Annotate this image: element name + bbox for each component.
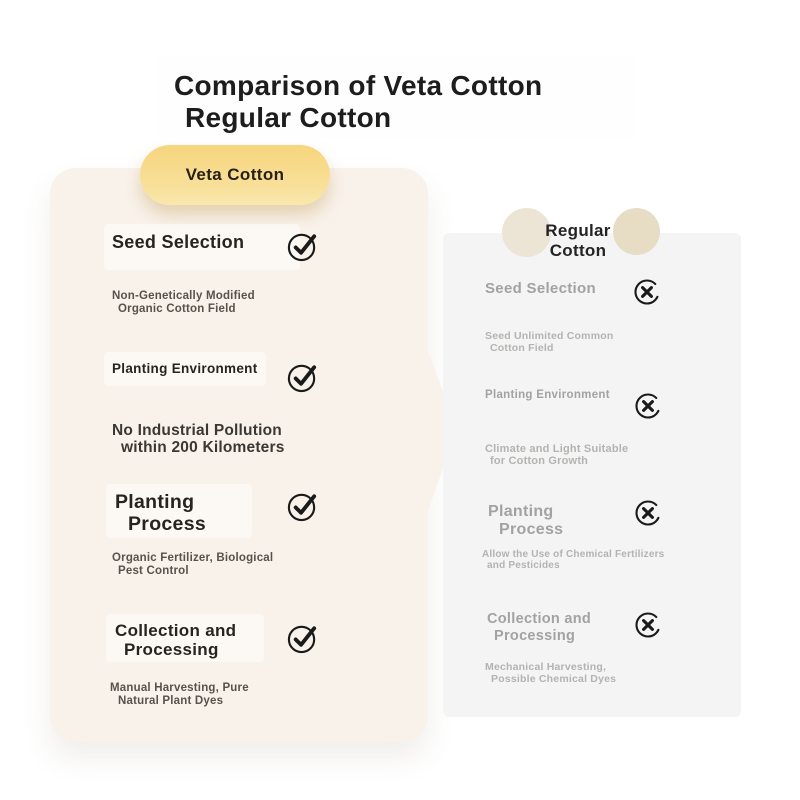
right-item-planting-process-subtitle: Allow the Use of Chemical Fertilizers and Pesticides [482, 549, 665, 572]
x-circle-icon [632, 277, 662, 307]
right-item-collection-processing-heading: Collection and Processing [487, 611, 592, 644]
veta-cotton-badge [140, 145, 330, 205]
regular-cotton-panel [443, 233, 741, 717]
left-item-planting-process-subtitle: Organic Fertilizer, Biological Pest Control [112, 552, 274, 577]
left-item-seed-selection-heading: Seed Selection [112, 232, 245, 252]
right-item-seed-selection-heading: Seed Selection [485, 280, 596, 297]
left-item-planting-environment-heading: Planting Environment [112, 361, 258, 376]
left-item-seed-selection-subtitle: Non-Genetically Modified Organic Cotton Field [112, 290, 255, 315]
x-circle-icon [633, 498, 663, 528]
page-title-line2: Regular Cotton [185, 101, 392, 133]
left-item-planting-process-heading: Planting Process [115, 491, 206, 535]
x-circle-icon [633, 610, 663, 640]
regular-cotton-header: Regular Cotton [545, 221, 611, 260]
page-title-line1: Comparison of Veta Cotton [174, 70, 543, 101]
x-circle-icon [633, 391, 663, 421]
right-item-seed-selection-subtitle: Seed Unlimited Common Cotton Field [485, 330, 614, 354]
check-circle-icon [286, 622, 319, 655]
check-circle-icon [286, 490, 319, 523]
right-item-planting-environment-subtitle: Climate and Light Suitable for Cotton Growth [485, 443, 629, 468]
right-item-planting-process-heading: Planting Process [488, 503, 564, 539]
left-item-collection-processing-heading: Collection and Processing [115, 621, 237, 660]
left-item-planting-environment-subtitle: No Industrial Pollution within 200 Kilometers [112, 422, 285, 457]
check-circle-icon [286, 230, 319, 263]
check-circle-icon [286, 361, 319, 394]
left-item-collection-processing-subtitle: Manual Harvesting, Pure Natural Plant Dyes [110, 682, 249, 707]
veta-cotton-badge-label: Veta Cotton [185, 165, 285, 184]
page-title [174, 70, 694, 134]
right-item-collection-processing-subtitle: Mechanical Harvesting, Possible Chemical Dyes [485, 661, 617, 685]
right-item-planting-environment-heading: Planting Environment [485, 389, 610, 401]
